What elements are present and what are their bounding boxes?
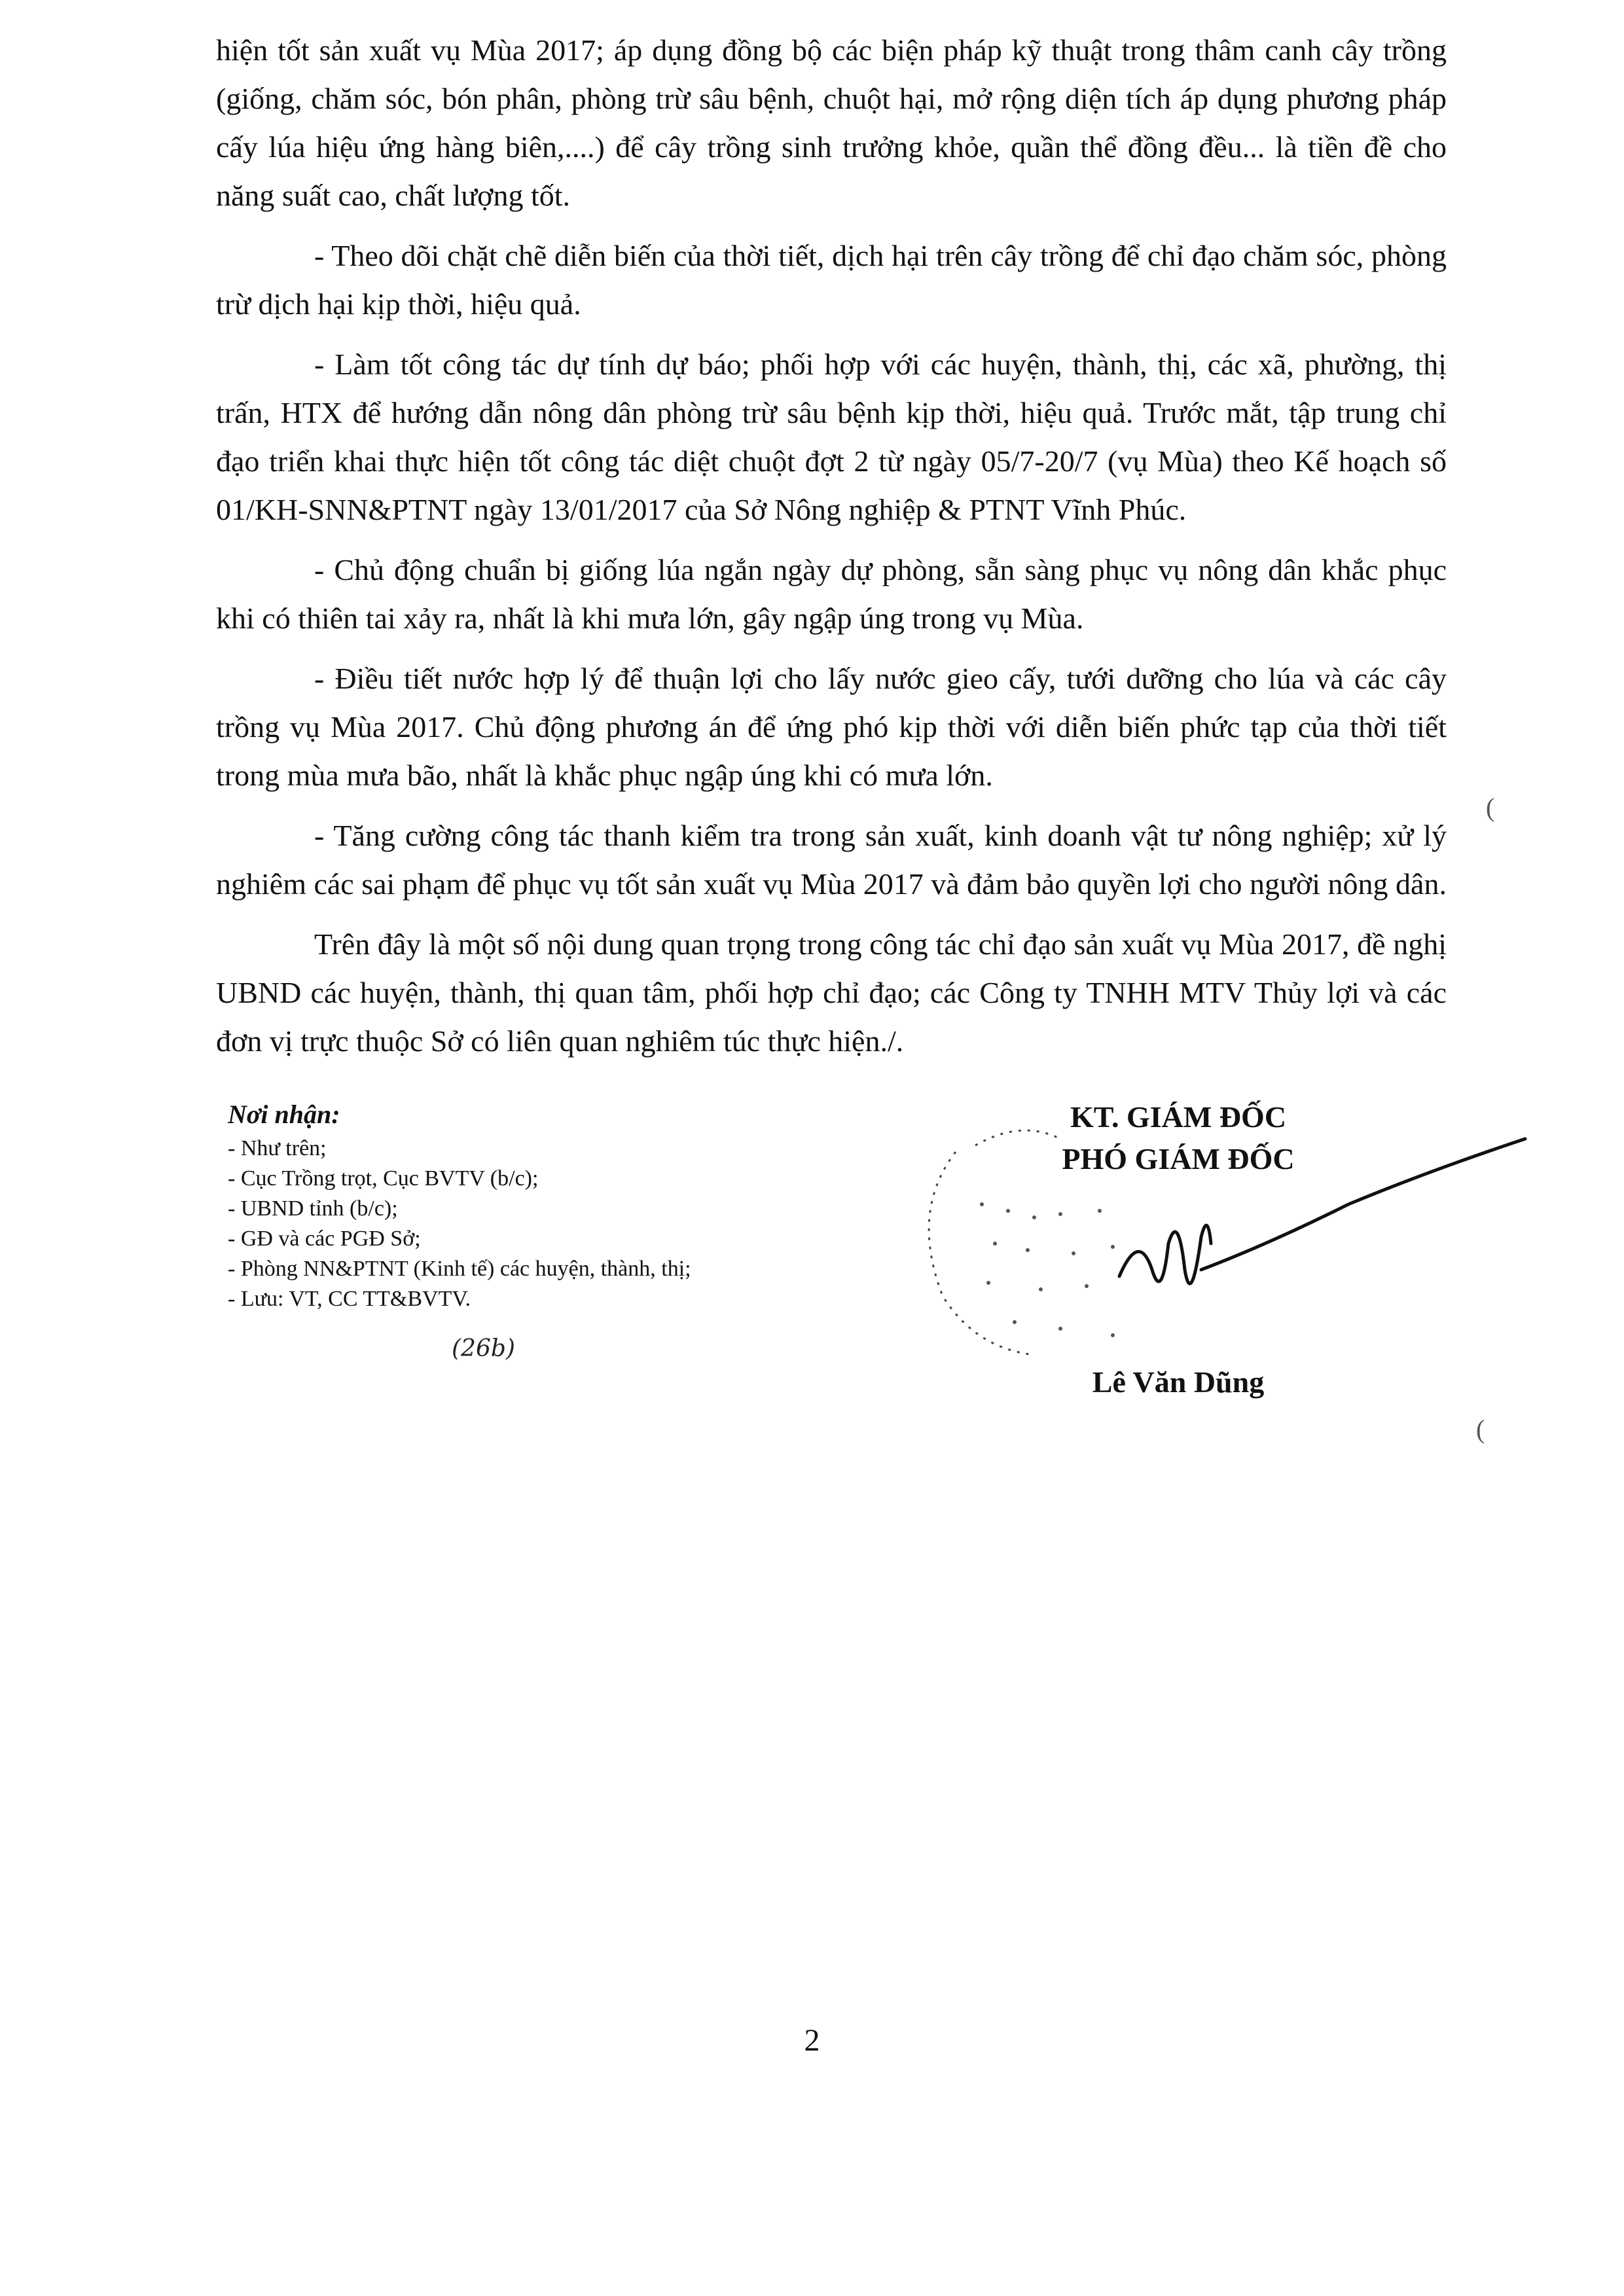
page-number: 2	[804, 2023, 820, 2058]
recipient-item: - UBND tỉnh (b/c);	[228, 1196, 398, 1221]
body-paragraph-5: - Điều tiết nước hợp lý để thuận lợi cho lấy nước gieo cấy, tưới dưỡng cho lúa và các cây trồng vụ Mùa 2017. Chủ động phương án để ứng phó kịp thời với diễn biến phức tạp của thời tiết trong mùa mưa bão, nhất là khắc phục ngập úng khi có mưa lớn.	[216, 662, 1447, 792]
recipients-block	[228, 1100, 817, 1314]
handwritten-note: (26b)	[452, 1335, 515, 1362]
margin-bracket-mark: (	[1486, 793, 1495, 822]
body-paragraph-1: hiện tốt sản xuất vụ Mùa 2017; áp dụng đồng bộ các biện pháp kỹ thuật trong thâm canh cây trồng (giống, chăm sóc, bón phân, phòng trừ sâu bệnh, chuột hại, mở rộng diện tích áp dụng phương pháp cấy lúa hiệu ứng hàng biên,....) để cây trồng sinh trưởng khỏe, quần thể đồng đều... là tiền đề cho năng suất cao, chất lượng tốt.	[216, 33, 1447, 212]
recipient-item: - Phòng NN&PTNT (Kinh tế) các huyện, thành, thị;	[228, 1257, 691, 1281]
body-paragraph-7: Trên đây là một số nội dung quan trọng trong công tác chỉ đạo sản xuất vụ Mùa 2017, đề nghị UBND các huyện, thành, thị quan tâm, phối hợp chỉ đạo; các Công ty TNHH MTV Thủy lợi và các đơn vị trực thuộc Sở có liên quan nghiêm túc thực hiện./.	[216, 927, 1447, 1058]
recipient-item: - Như trên;	[228, 1136, 327, 1160]
recipient-item: - GĐ và các PGĐ Sở;	[228, 1227, 421, 1251]
signer-name: Lê Văn Dũng	[1092, 1365, 1265, 1399]
signature-title-line1: KT. GIÁM ĐỐC	[1070, 1100, 1287, 1134]
signature-block	[982, 1096, 1375, 1180]
body-paragraph-2: - Theo dõi chặt chẽ diễn biến của thời tiết, dịch hại trên cây trồng để chỉ đạo chăm sóc, phòng trừ dịch hại kịp thời, hiệu quả.	[216, 239, 1447, 321]
margin-bracket-mark: (	[1476, 1414, 1485, 1444]
body-paragraph-6: - Tăng cường công tác thanh kiểm tra trong sản xuất, kinh doanh vật tư nông nghiệp; xử lý nghiêm các sai phạm để phục vụ tốt sản xuất vụ Mùa 2017 và đảm bảo quyền lợi cho người nông dân.	[216, 819, 1447, 901]
recipient-item: - Cục Trồng trọt, Cục BVTV (b/c);	[228, 1166, 539, 1191]
recipient-item: - Lưu: VT, CC TT&BVTV.	[228, 1287, 471, 1311]
body-paragraph-3: - Làm tốt công tác dự tính dự báo; phối hợp với các huyện, thành, thị, các xã, phường, thị trấn, HTX để hướng dẫn nông dân phòng trừ sâu bệnh kịp thời, hiệu quả. Trước mắt, tập trung chỉ đạo triển khai thực hiện tốt công tác diệt chuột đợt 2 từ ngày 05/7-20/7 (vụ Mùa) theo Kế hoạch số 01/KH-SNN&PTNT ngày 13/01/2017 của Sở Nông nghiệp & PTNT Vĩnh Phúc.	[216, 348, 1447, 526]
body-paragraph-4: - Chủ động chuẩn bị giống lúa ngắn ngày dự phòng, sẵn sàng phục vụ nông dân khắc phục khi có thiên tai xảy ra, nhất là khi mưa lớn, gây ngập úng trong vụ Mùa.	[216, 553, 1447, 635]
recipients-title: Nơi nhận:	[228, 1100, 340, 1129]
document-body	[216, 26, 1447, 1077]
signature-title-line2: PHÓ GIÁM ĐỐC	[1062, 1142, 1295, 1175]
